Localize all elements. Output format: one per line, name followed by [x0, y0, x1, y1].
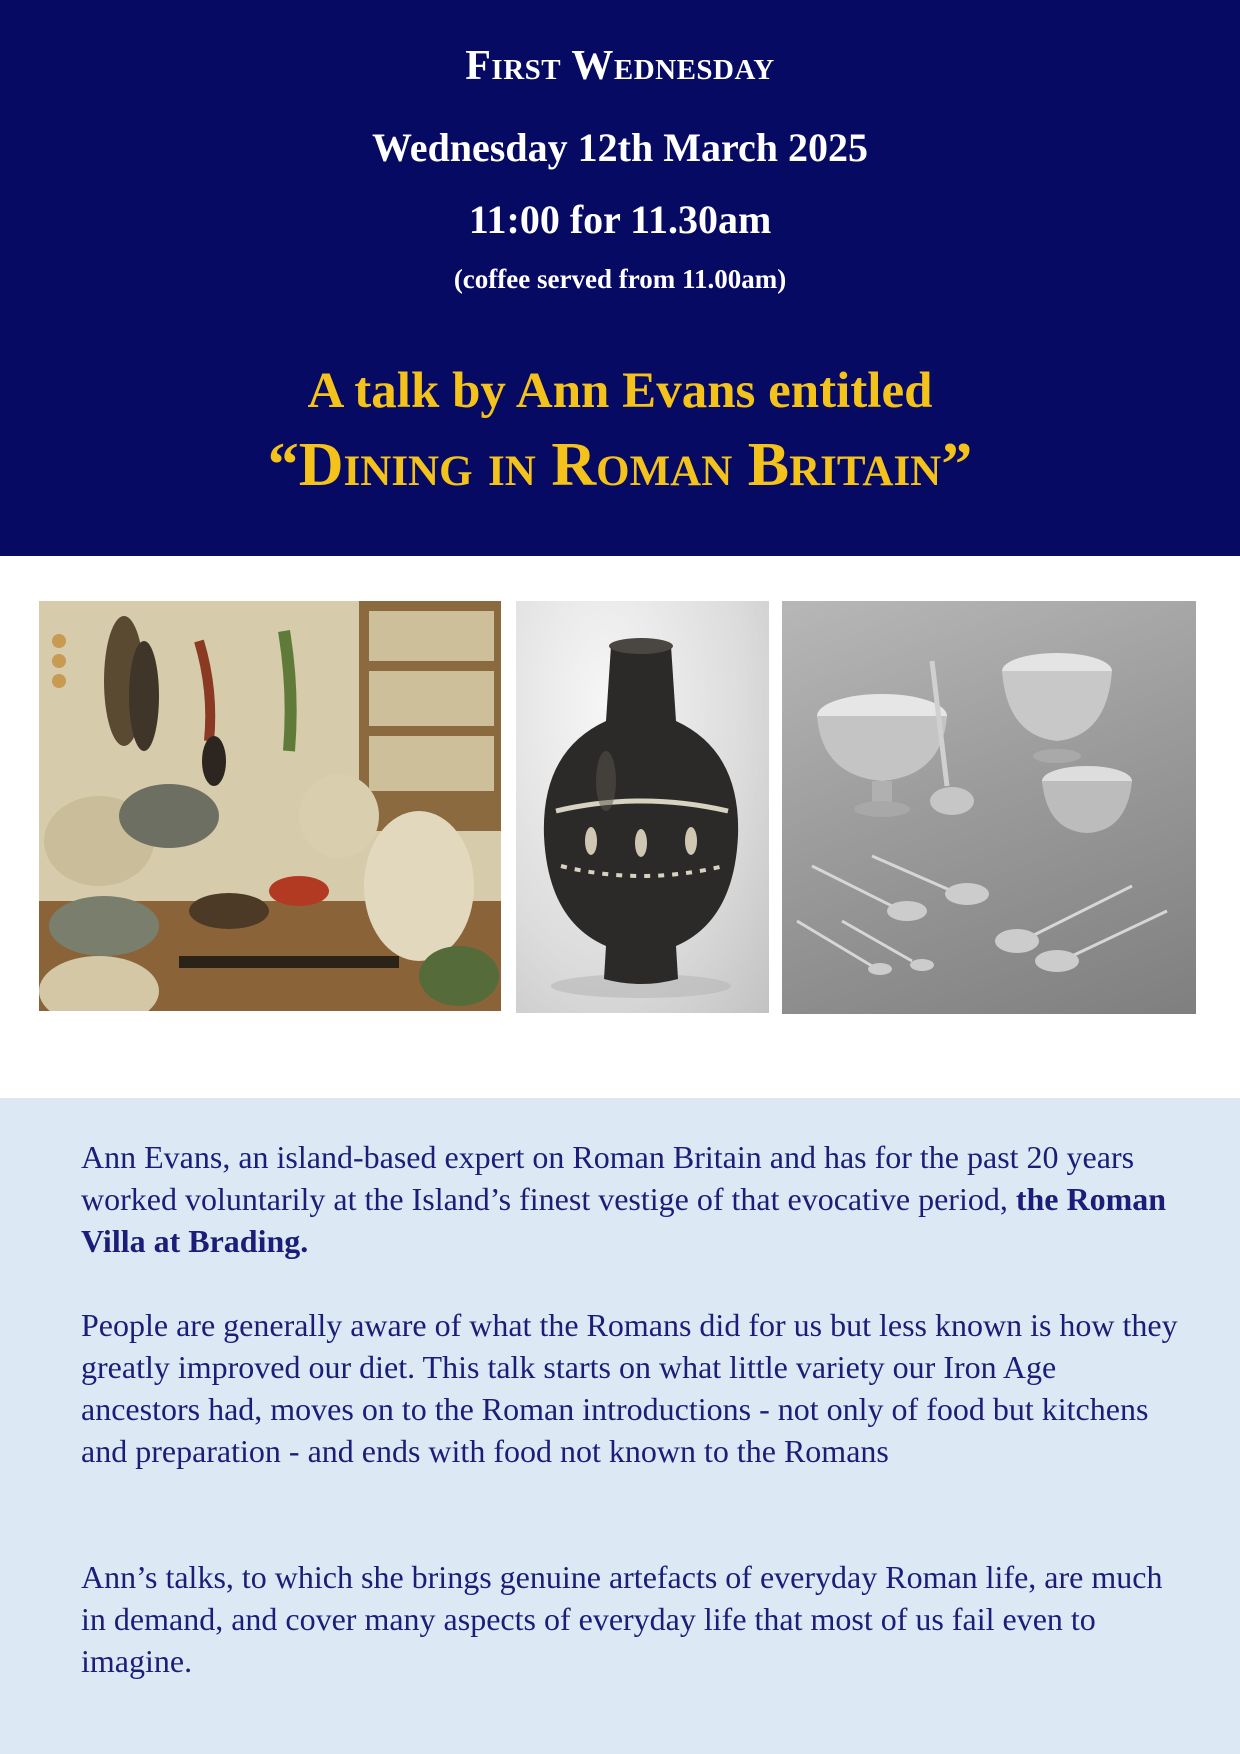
talk-intro: A talk by Ann Evans entitled: [307, 363, 933, 419]
kitchen-scene-photo: [39, 601, 501, 1011]
coffee-note: (coffee served from 11.00am): [453, 264, 787, 294]
talk-note: Ann’s talks, to which she brings genuine artefacts of everyday Roman life, are much in demand, and cover many aspects of everyday life that most of us fail even to imagine.: [81, 1559, 1163, 1679]
talk-title: “Dining in Roman Britain”: [267, 431, 973, 499]
talk-description: People are generally aware of what the Romans did for us but less known is how they greatly improved our diet. This talk starts on what little variety our Iron Age ancestors had, moves on to the Roman introductions - not only of food but kitchens and preparation - and ends with food not known to the Romans: [81, 1307, 1178, 1469]
header-banner: [0, 0, 1240, 556]
event-time: 11:00 for 11.30am: [468, 197, 772, 242]
speaker-bio: [81, 1136, 1181, 1262]
silverware-photo: [782, 601, 1196, 1014]
series-title: First Wednesday: [465, 43, 775, 89]
black-pot-photo: [516, 601, 769, 1013]
description-panel: [0, 1098, 1240, 1754]
event-date: Wednesday 12th March 2025: [372, 125, 868, 170]
speaker-bio-text: Ann Evans, an island-based expert on Roman Britain and has for the past 20 years worked voluntarily at the Island’s finest vestige of that evocative period,: [81, 1139, 1135, 1217]
villa-name: the Roman Villa at Brading.: [81, 1181, 1167, 1259]
